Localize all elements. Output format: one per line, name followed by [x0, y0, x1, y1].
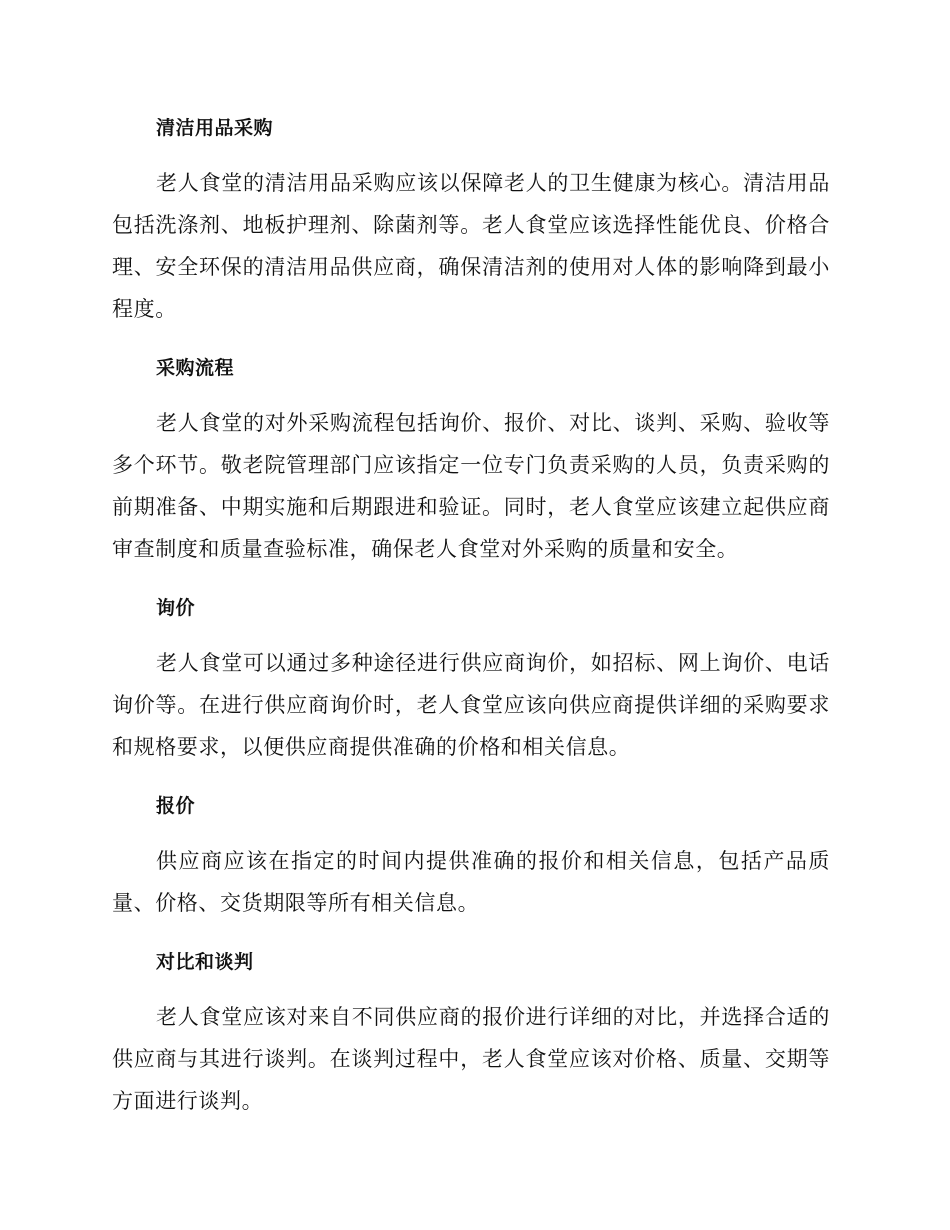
section-procurement-process [112, 348, 830, 570]
section-heading: 清洁用品采购 [156, 117, 274, 139]
section-inquiry [112, 588, 830, 768]
section-paragraph: 老人食堂应该对来自不同供应商的报价进行详细的对比，并选择合适的供应商与其进行谈判。在谈判过程中，老人食堂应该对价格、质量、交期等方面进行谈判。 [112, 1005, 830, 1113]
section-heading: 询价 [156, 597, 196, 619]
section-heading: 对比和谈判 [156, 951, 254, 973]
section-heading: 报价 [156, 795, 196, 817]
section-comparison-negotiation [112, 942, 830, 1122]
section-heading: 采购流程 [156, 357, 235, 379]
section-paragraph: 老人食堂的对外采购流程包括询价、报价、对比、谈判、采购、验收等多个环节。敬老院管理部门应该指定一位专门负责采购的人员，负责采购的前期准备、中期实施和后期跟进和验证。同时，老人食堂应该建立起供应商审查制度和质量查验标准，确保老人食堂对外采购的质量和安全。 [112, 411, 830, 561]
document-page [112, 108, 830, 1140]
section-quotation [112, 786, 830, 924]
section-paragraph: 供应商应该在指定的时间内提供准确的报价和相关信息，包括产品质量、价格、交货期限等所有相关信息。 [112, 849, 830, 915]
section-paragraph: 老人食堂的清洁用品采购应该以保障老人的卫生健康为核心。清洁用品包括洗涤剂、地板护理剂、除菌剂等。老人食堂应该选择性能优良、价格合理、安全环保的清洁用品供应商，确保清洁剂的使用对人体的影响降到最小程度。 [112, 171, 830, 321]
section-cleaning-supplies [112, 108, 830, 330]
section-paragraph: 老人食堂可以通过多种途径进行供应商询价，如招标、网上询价、电话询价等。在进行供应商询价时，老人食堂应该向供应商提供详细的采购要求和规格要求，以便供应商提供准确的价格和相关信息。 [112, 651, 830, 759]
